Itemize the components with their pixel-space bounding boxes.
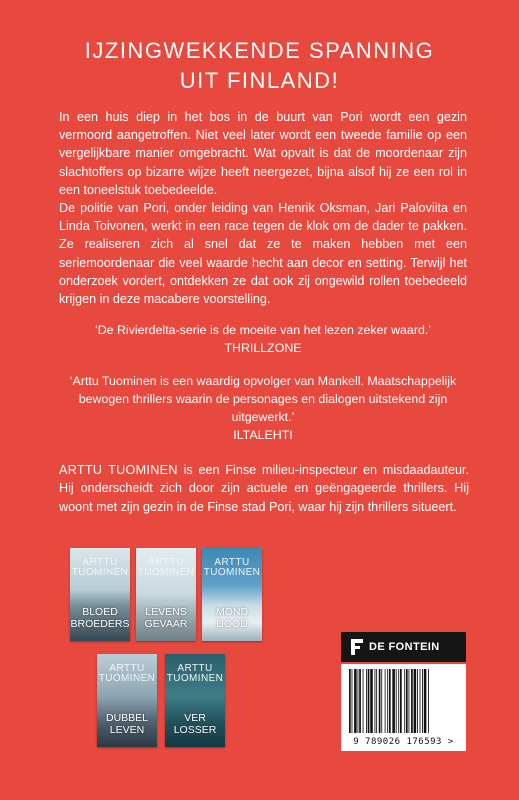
book-title: VER LOSSER: [173, 712, 217, 736]
author-bio: [59, 461, 469, 516]
author-bio-text: is een Finse milieu-inspecteur en misdaadauteur. Hij onderscheidt zich door zijn actuele en geëngageerde thrillers. Hij woont met zijn gezin in de Finse stad Pori, waar hij zijn thrillers situeert.: [59, 463, 469, 514]
author-name: ARTTU TUOMINEN: [59, 463, 178, 477]
book-author: ARTTU TUOMINEN: [137, 557, 195, 578]
book-title: BLOED BROEDERS: [70, 606, 130, 630]
publisher-logo: [341, 632, 466, 662]
review-quote: [59, 321, 467, 357]
book-cover: [97, 654, 157, 747]
blurb: [59, 108, 467, 308]
isbn-number: 9 789026 176593 >: [353, 737, 454, 747]
quote-text: ‘De Rivierdelta-serie is de moeite van het lezen zeker waard.’: [94, 323, 432, 337]
headline-line-1: IJZINGWEKKENDE SPANNING: [84, 38, 435, 63]
book-cover: [202, 548, 262, 641]
book-author: ARTTU TUOMINEN: [203, 557, 261, 578]
blurb-paragraph-1: In een huis diep in het bos in de buurt van Pori wordt een gezin vermoord aangetroffen. Niet veel later wordt een tweede familie op een vergelijkbare manier omgebracht. Wat opvalt is dat de moordenaar zijn slachtoffers op bizarre wijze heeft neergezet, bijna alsof hij ze een rol in een toneelstuk toebedeelde.: [59, 110, 467, 197]
book-cover: [165, 654, 225, 747]
book-cover: [136, 548, 196, 641]
book-title: LEVENS GEVAAR: [144, 606, 188, 630]
headline-line-2: UIT FINLAND!: [179, 68, 340, 93]
blurb-paragraph-2: De politie van Pori, onder leiding van Henrik Oksman, Jari Paloviita en Linda Toivonen, werkt in een race tegen de klok om de dader te pakken. Ze realiseren zich al snel dat ze te maken hebben met een seriemoordenaar die veel waarde hecht aan decor en setting. Terwijl het onderzoek vordert, ontdekken ze dat ook zij ongewild rollen toebedeeld krijgen in deze macabere voorstelling.: [59, 201, 467, 307]
fontein-logo-icon: [351, 639, 363, 655]
book-author: ARTTU TUOMINEN: [98, 663, 156, 684]
barcode-bars: [347, 669, 460, 733]
book-cover: [70, 548, 130, 641]
book-title: DUBBEL LEVEN: [105, 712, 148, 736]
review-quote: [59, 372, 467, 444]
publisher-name: DE FONTEIN: [369, 641, 440, 653]
book-author: ARTTU TUOMINEN: [166, 663, 224, 684]
quote-source: ILTALEHTI: [233, 428, 293, 442]
quote-text: ‘Arttu Tuominen is een waardig opvolger van Mankell. Maatschappelijk bewogen thrillers waarin de personages en dialogen uitstekend zijn uitgewerkt.’: [69, 374, 457, 424]
barcode: [341, 664, 466, 751]
book-author: ARTTU TUOMINEN: [71, 557, 129, 578]
book-title: MOND DOOD: [215, 606, 249, 630]
headline: [0, 36, 519, 96]
quote-source: THRILLZONE: [224, 341, 302, 355]
